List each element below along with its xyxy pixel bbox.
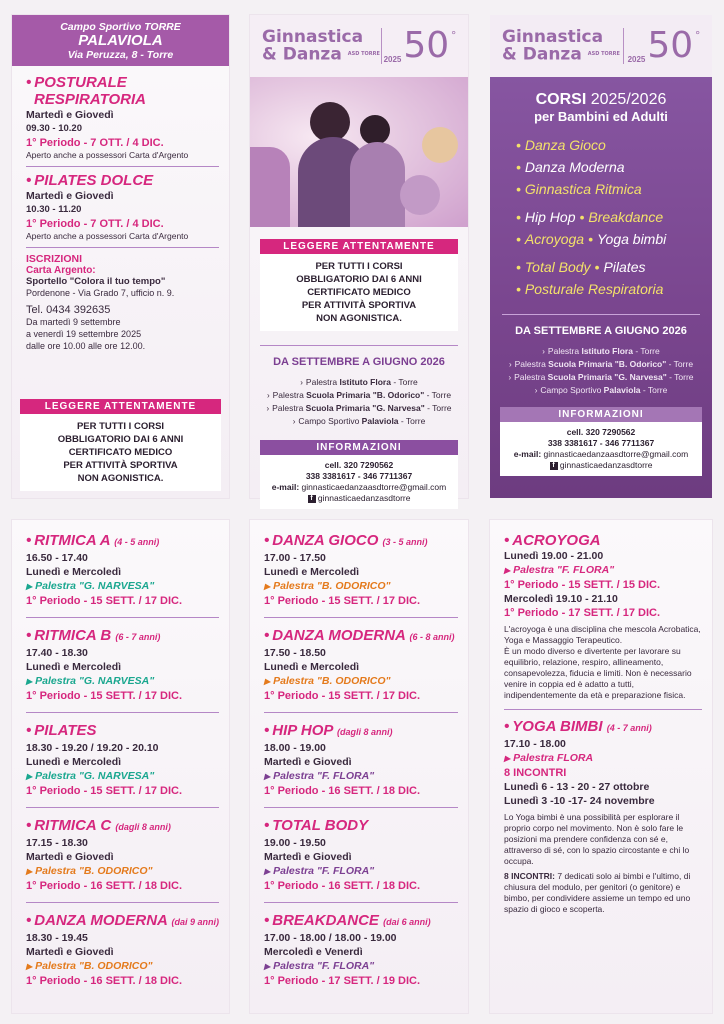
venue-item: › Palestra Scuola Primaria "B. Odorico" - Torre [266,390,452,400]
anniversary-mark: 2025 50 ° [383,25,456,66]
yoga-incontri-desc: 8 INCONTRI: 7 dedicati solo ai bimbi e l'ultimo, di chiusura del modulo, per genitori (o genitore) e bimbo, per condividere assieme un tempo ed uno spazio di gioco e scoperta. [504,871,691,914]
acro-desc-1: L'acroyoga è una disciplina che mescola Acrobatica, Yoga e Massaggio Terapeutico. [504,624,701,645]
venue-item: › Palestra Scuola Primaria "G. Narvesa" - Torre [266,403,452,413]
iscrizioni-dates-2: a venerdì 19 settembre 2025 [26,329,142,339]
course-days: Lunedì e Mercoledì [26,756,122,768]
course-period: 1° Periodo - 15 SETT. / 17 DIC. [26,595,182,607]
info-banner: INFORMAZIONI [500,407,702,422]
course-note: Aperto anche a possessori Carta d'Argento [26,150,189,160]
iscrizioni-title: ISCRIZIONI [26,253,83,265]
iscrizioni-address: Pordenone - Via Grado 7, ufficio n. 9. [26,288,175,298]
course-period: 1° Periodo - 15 SETT. / 17 DIC. [264,690,420,702]
season-dates: DA SETTEMBRE A GIUGNO 2026 [273,356,445,368]
logo-text: Ginnastica & Danza ASD TORRE [502,26,620,65]
panel-schedule-1 [12,520,229,1013]
yoga-time: 17.10 - 18.00 [504,738,566,750]
course-list [490,124,712,300]
course-title-posturale-2: RESPIRATORIA [34,91,146,108]
course-days: Martedì e Giovedì [26,946,114,958]
course-block [26,817,219,903]
panel-brochure-front [250,15,468,503]
season-dates: DA SETTEMBRE A GIUGNO 2026 [515,325,687,337]
course-title: • TOTAL BODY [264,817,369,834]
facebook-icon: f [308,495,316,503]
course-block [26,627,219,713]
venue-item: › Palestra Istituto Flora - Torre [542,346,660,356]
venue-item: › Palestra Scuola Primaria "G. Narvesa" - Torre [508,372,694,382]
yoga-desc: Lo Yoga bimbi è una possibilità per esplorare il proprio corpo nel movimento. Non è solo fare le posizioni ma prendere confidenza con sé e, attraverso di sé, con lo spazio circostante e chi lo occupa. [504,812,690,866]
venue-line1: Campo Sportivo TORRE [60,21,181,33]
course-list-item: • Danza Moderna [516,159,625,175]
course-days: Lunedì e Mercoledì [26,566,122,578]
course-block [264,722,458,808]
course-gym: ▶ Palestra "B. ODORICO" [26,960,153,972]
yoga-gym: ▶ Palestra FLORA [504,752,594,764]
panel-palaviola [12,15,229,498]
venue-header [12,15,229,66]
course-days: Lunedì e Mercoledì [264,566,360,578]
course-period: 1° Periodo - 15 SETT. / 17 DIC. [26,690,182,702]
course-block [264,627,458,713]
yoga-incontri: 8 INCONTRI [504,767,567,779]
course-time: 17.15 - 18.30 [26,837,88,849]
course-time: 16.50 - 17.40 [26,552,88,564]
warning-banner: LEGGERE ATTENTAMENTE [20,399,221,414]
course-period: 1° Periodo - 16 SETT. / 18 DIC. [264,785,420,797]
course-list-item: • Hip Hop • Breakdance [516,209,664,225]
iscrizioni-hours: dalle ore 10.00 alle ore 12.00. [26,341,146,351]
anniversary-mark: 2025 50 ° [627,25,700,66]
course-title: • HIP HOP (dagli 8 anni) [264,722,393,739]
course-block [26,722,219,808]
course-note: Aperto anche a possessori Carta d'Argento [26,231,189,241]
iscrizioni-dates-1: Da martedì 9 settembre [26,317,121,327]
course-days: Martedì e Giovedì [264,851,352,863]
course-title: • RITMICA C (dagli 8 anni) [26,817,171,834]
course-gym: ▶ Palestra "F. FLORA" [264,960,375,972]
course-title: • DANZA MODERNA (6 - 8 anni) [264,627,455,644]
course-days: Martedì e Giovedì [26,190,114,202]
course-list-item: • Posturale Respiratoria [516,281,664,297]
course-period: 1° Periodo - 7 OTT. / 4 DIC. [26,137,164,149]
venue-line3: Via Peruzza, 8 - Torre [67,49,174,61]
course-title: • RITMICA A (4 - 5 anni) [26,532,160,549]
course-time: 17.00 - 18.00 / 18.00 - 19.00 [264,932,397,944]
course-title-pilates-dolce: • PILATES DOLCE [26,172,154,189]
course-period: 1° Periodo - 16 SETT. / 18 DIC. [26,975,182,987]
venue-item: › Campo Sportivo Palaviola - Torre [534,385,668,395]
venue-item: › Palestra Istituto Flora - Torre [300,377,418,387]
course-time: 18.30 - 19.20 / 19.20 - 20.10 [26,742,159,754]
course-period: 1° Periodo - 16 SETT. / 18 DIC. [26,880,182,892]
course-time: 17.40 - 18.30 [26,647,88,659]
course-gym: ▶ Palestra "B. ODORICO" [264,675,391,687]
venues-list [260,376,458,428]
acro-line2: Mercoledì 19.10 - 21.10 [504,593,618,605]
course-time: 09.30 - 10.20 [26,123,82,134]
course-title: • PILATES [26,722,97,739]
iscrizioni-carta: Carta Argento: [26,265,96,276]
course-period: 1° Periodo - 15 SETT. / 17 DIC. [26,785,182,797]
course-title-posturale: • POSTURALE [26,74,127,91]
course-list-item: • Total Body • Pilates [516,259,646,275]
acro-desc-2: È un modo diverso e divertente per lavorare su equilibrio, relazione, respiro, allineamento, consapevolezza, fiducia e limiti. Non è necessario venire in coppia ed è adatto a tutti, indipendentemente da età e preparazione fisica. [504,646,692,700]
course-days: Lunedì e Mercoledì [264,661,360,673]
brand-logo [490,15,712,77]
course-time: 18.30 - 19.45 [26,932,88,944]
course-block [26,532,219,618]
course-title: • RITMICA B (6 - 7 anni) [26,627,161,644]
logo-text: Ginnastica & Danza ASD TORRE [262,26,380,65]
course-gym: ▶ Palestra "B. ODORICO" [264,580,391,592]
venues-list [490,345,712,397]
yoga-dates-2: Lunedì 3 -10 -17- 24 novembre [504,795,655,807]
course-days: Lunedì e Mercoledì [26,661,122,673]
course-list-item: • Acroyoga • Yoga bimbi [516,231,667,247]
course-title: • BREAKDANCE (dai 6 anni) [264,912,431,929]
course-title-yoga-bimbi: • YOGA BIMBI (4 - 7 anni) [504,718,652,735]
course-days: Martedì e Giovedì [26,109,114,121]
course-title: • DANZA MODERNA (dai 9 anni) [26,912,219,929]
acro-period1: 1° Periodo - 15 SETT. / 15 DIC. [504,579,660,591]
course-days: Martedì e Giovedì [264,756,352,768]
course-block [264,912,458,988]
course-time: 17.00 - 17.50 [264,552,326,564]
iscrizioni-sportello: Sportello "Colora il tuo tempo" [26,276,166,287]
course-block [264,532,458,618]
gymnastics-photo [250,77,468,227]
course-block [26,912,219,988]
course-gym: ▶ Palestra "F. FLORA" [264,865,375,877]
panel-schedule-3 [490,520,712,1013]
course-gym: ▶ Palestra "B. ODORICO" [26,865,153,877]
course-title-acroyoga: • ACROYOGA [504,532,601,549]
cover-subtitle: per Bambini ed Adulti [534,109,668,124]
acro-line1: Lunedì 19.00 - 21.00 [504,550,604,562]
course-period: 1° Periodo - 16 SETT. / 18 DIC. [264,880,420,892]
panel-brochure-cover [490,15,712,498]
medical-notice: PER TUTTI I CORSI OBBLIGATORIO DAI 6 ANNI CERTIFICATO MEDICO PER ATTIVITÀ SPORTIVA NON AGONISTICA. [20,414,221,491]
course-time: 18.00 - 19.00 [264,742,326,754]
info-banner: INFORMAZIONI [260,440,458,455]
iscrizioni-tel: Tel. 0434 392635 [26,304,111,316]
course-days: Martedì e Giovedì [26,851,114,863]
acro-gym: ▶ Palestra "F. FLORA" [504,564,615,576]
course-title: • DANZA GIOCO (3 - 5 anni) [264,532,428,549]
acro-period2: 1° Periodo - 17 SETT. / 17 DIC. [504,607,660,619]
course-period: 1° Periodo - 15 SETT. / 17 DIC. [264,595,420,607]
venue-line2: PALAVIOLA [78,32,163,49]
medical-notice: PER TUTTI I CORSI OBBLIGATORIO DAI 6 ANNI CERTIFICATO MEDICO PER ATTIVITÀ SPORTIVA NON AGONISTICA. [260,254,458,331]
course-days: Mercoledì e Venerdì [264,946,363,958]
course-block [264,817,458,903]
course-time: 19.00 - 19.50 [264,837,326,849]
course-time: 10.30 - 11.20 [26,204,82,215]
course-gym: ▶ Palestra "F. FLORA" [264,770,375,782]
cover-title: CORSI 2025/2026 [535,91,667,108]
course-gym: ▶ Palestra "G. NARVESA" [26,675,155,687]
contact-info: cell. 320 7290562 338 3381617 - 346 7711367 e-mail: ginnasticaedanzaasdtorre@gmail.com f ginnasticaedanzasdtorre [260,455,458,509]
course-time: 17.50 - 18.50 [264,647,326,659]
panel-schedule-2 [250,520,468,1013]
venue-item: › Palestra Scuola Primaria "B. Odorico" - Torre [508,359,694,369]
brand-logo [250,15,468,77]
warning-banner: LEGGERE ATTENTAMENTE [260,239,458,254]
course-gym: ▶ Palestra "G. NARVESA" [26,580,155,592]
contact-info: cell. 320 7290562 338 3381617 - 346 7711367 e-mail: ginnasticaedanzaasdtorre@gmail.com f ginnasticaedanzasdtorre [500,422,702,476]
facebook-icon: f [550,462,558,470]
course-period: 1° Periodo - 7 OTT. / 4 DIC. [26,218,164,230]
yoga-dates-1: Lunedì 6 - 13 - 20 - 27 ottobre [504,781,650,793]
venue-item: › Campo Sportivo Palaviola - Torre [292,416,426,426]
course-list-item: • Ginnastica Ritmica [516,181,642,197]
course-period: 1° Periodo - 17 SETT. / 19 DIC. [264,975,420,987]
course-gym: ▶ Palestra "G. NARVESA" [26,770,155,782]
course-list-item: • Danza Gioco [516,137,606,153]
